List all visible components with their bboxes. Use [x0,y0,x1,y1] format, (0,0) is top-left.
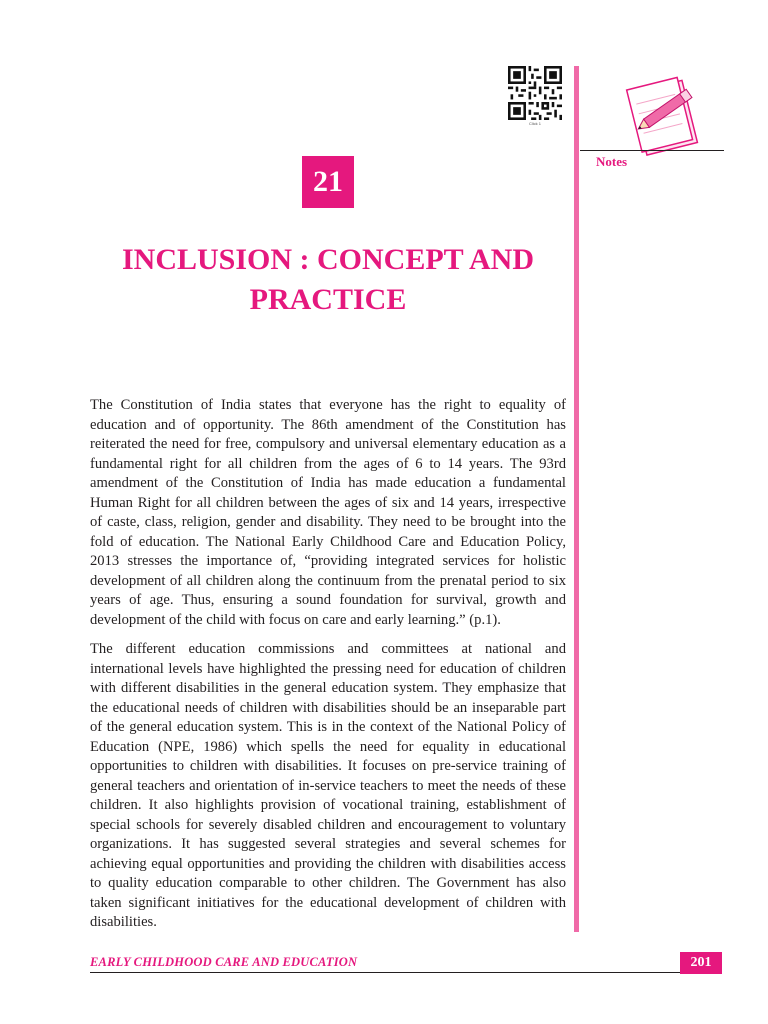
body-text [90,396,566,943]
chapter-title-line-2: PRACTICE [249,283,407,316]
qr-code-icon[interactable] [508,66,562,120]
footer-title: EARLY CHILDHOOD CARE AND EDUCATION [90,955,358,969]
chapter-title [90,240,566,320]
paragraph-2: The different education commissions and committees at national and international levels have highlighted the pressing need for education of children with different disabilities in the general education system. They emphasize that the educational needs of children with disabilities should be an inseparable part of the general education system. This is in the context of the National Policy of Education (NPE, 1986) which spells the need for equality in educational opportunities to children with disabilities. It focuses on pre-service training of general teachers and orientation of in-service teachers to meet the needs of these children. It also highlights provision of vocational training, establishment of special schools for severely disabled children and encouragement to voluntary organizations. It has suggested several strategies and several schemes for achieving equal opportunities and providing the children with disabilities access to quality education comparable to other children. The Government has also taken significant initiatives for the educational development of children with disabilities. [90,641,566,930]
margin-rule [574,66,579,932]
notepad-pencil-icon [620,68,706,160]
notes-label: Notes [596,154,628,169]
footer-rule [90,972,722,973]
notes-divider [580,150,724,151]
chapter-number: 21 [302,156,354,208]
paragraph-1: The Constitution of India states that everyone has the right to equality of education and of opportunity. The 86th amendment of the Constitution has reiterated the need for free, compulsory and universal elementary education as a fundamental right for all children from the ages of 6 to 14 years. The 93rd amendment of the Constitution of India has made education a fundamental Human Right for all children between the ages of six and 14 years, irrespective of caste, class, religion, gender and disability. They need to be brought into the fold of education. The National Early Childhood Care and Education Policy, 2013 stresses the importance of, “providing integrated services for holistic development of all children along the continuum from the prenatal period to six years of age. Thus, ensuring a sound foundation for survival, growth and development of the child with focus on care and early learning.” (p.1). [90,397,566,628]
chapter-title-line-1: INCLUSION : CONCEPT AND [121,243,534,276]
qr-caption: Click 1 [528,121,541,126]
page-number: 201 [680,952,722,974]
